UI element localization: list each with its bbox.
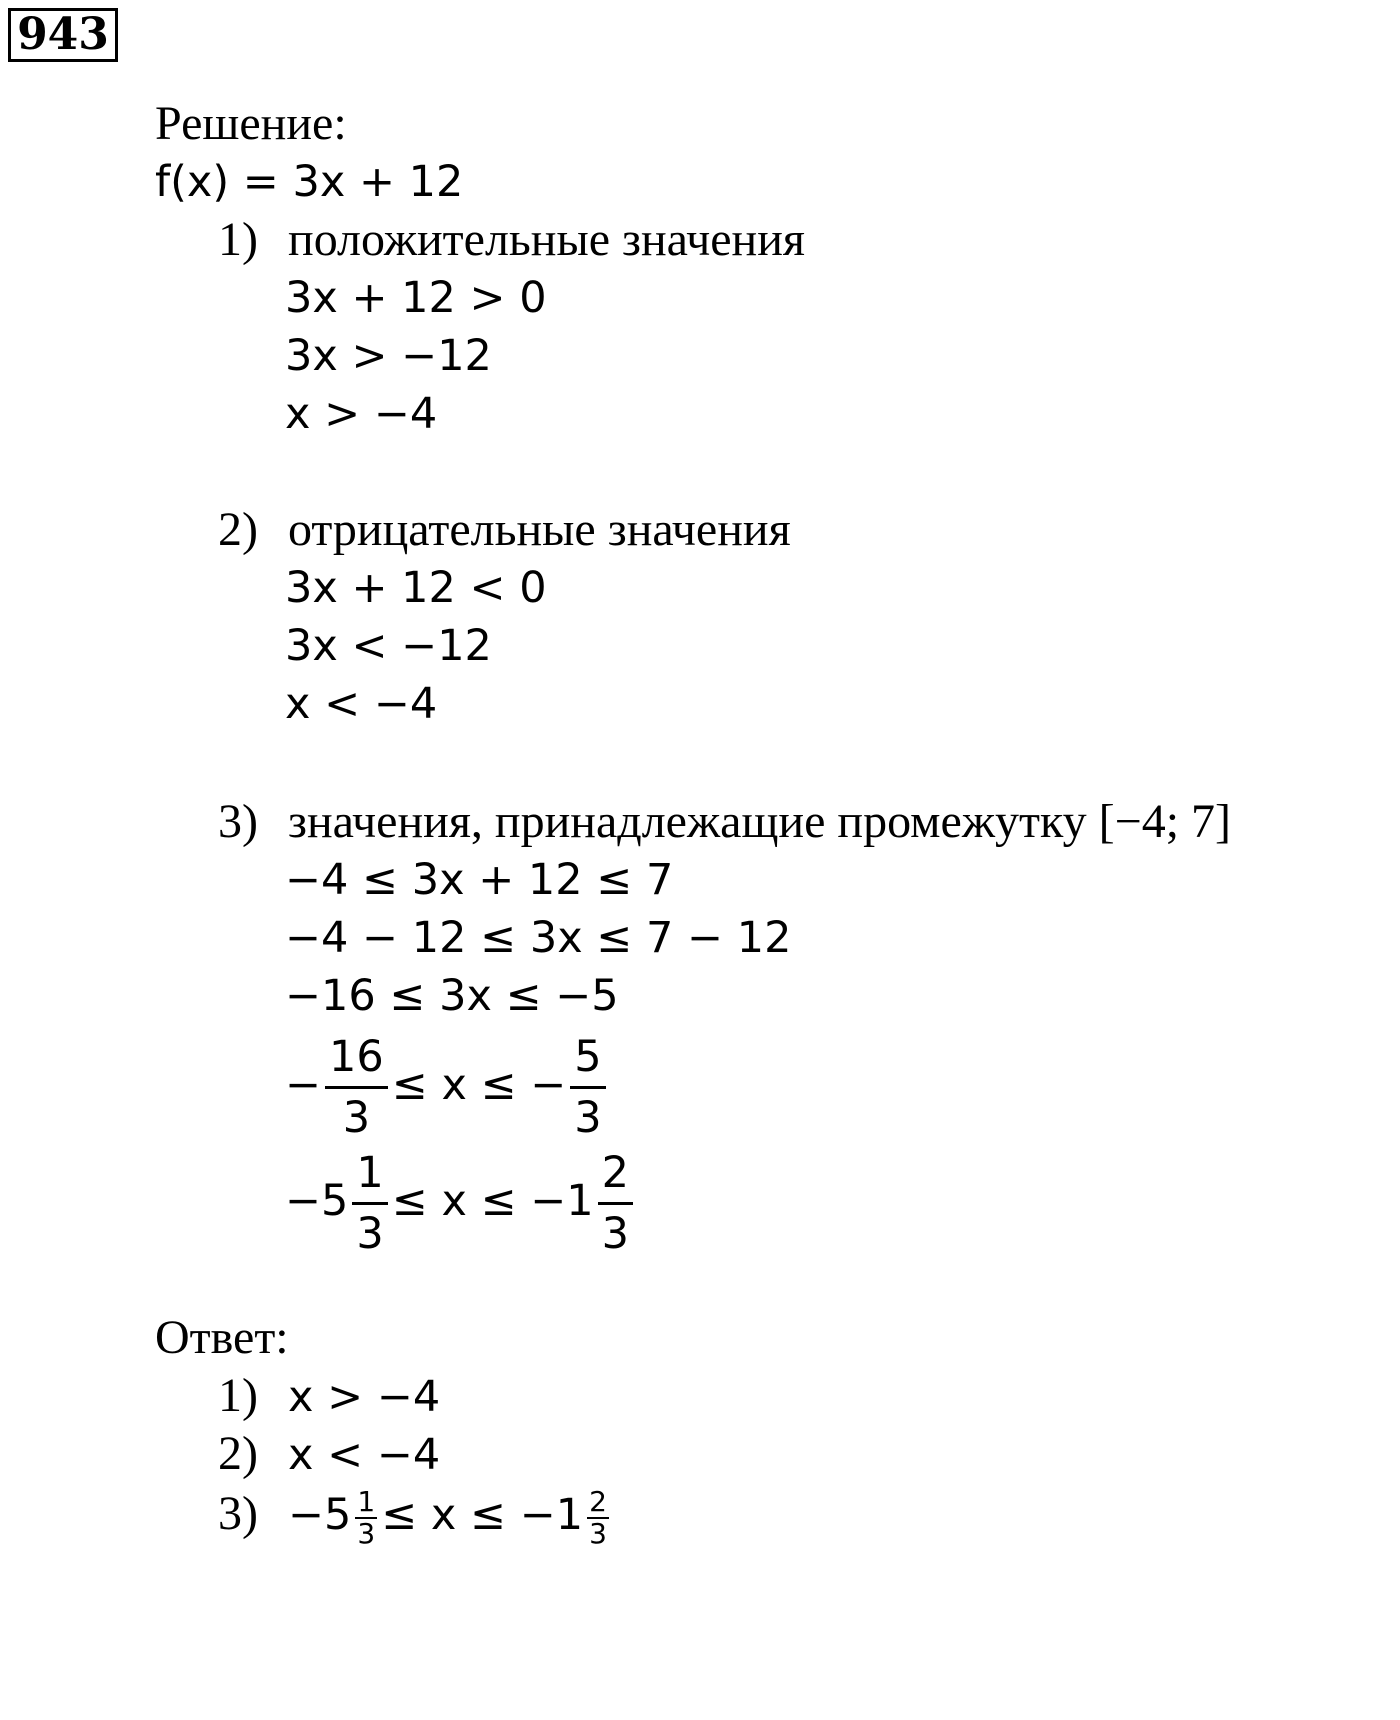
fraction-denominator: 3 [356,1209,384,1259]
fraction-denominator: 3 [601,1209,630,1259]
function-definition: f(x) = 3x + 12 [155,157,464,207]
part-3-header [218,794,1231,850]
part-1-number: 1) [218,213,258,266]
part-3-fraction-step [285,1028,610,1147]
fraction-numerator: 1 [352,1144,387,1205]
part-2-title: отрицательные значения [288,503,791,556]
fraction-denominator: 3 [574,1093,602,1143]
fraction-denominator: 3 [589,1516,607,1550]
answer-label: Ответ: [155,1311,289,1364]
part-1-title: положительные значения [288,213,805,266]
fraction-1-3-small [355,1484,377,1550]
part-2-number: 2) [218,503,258,556]
answer-1 [218,1368,440,1425]
part-3-mixed-step [285,1144,637,1263]
fraction-5-3 [570,1028,605,1147]
answer-3-number: 3) [218,1487,258,1540]
fraction-numerator: 1 [357,1484,376,1518]
part-3-title: значения, принадлежащие промежутку [−4; 7] [288,795,1232,848]
part-1-step-3: x > −4 [285,389,438,439]
answer-3-left-whole: −5 [288,1490,352,1540]
fraction-step-left-sign: − [285,1060,322,1110]
fraction-numerator: 2 [598,1144,633,1205]
answer-2-number: 2) [218,1427,258,1480]
part-2-step-2: 3x < −12 [285,621,492,671]
part-3-number: 3) [218,795,258,848]
part-1-step-2: 3x > −12 [285,331,492,381]
fraction-step-middle: ≤ x ≤ − [391,1060,567,1110]
answer-1-text: x > −4 [288,1372,441,1422]
fraction-16-3 [325,1028,388,1147]
solution-label: Решение: [155,97,347,150]
answer-3-middle: ≤ x ≤ −1 [381,1490,584,1540]
fraction-denominator: 3 [357,1516,376,1550]
part-3-step-3: −16 ≤ 3x ≤ −5 [285,971,619,1021]
answer-2 [218,1426,440,1483]
fraction-numerator: 2 [589,1484,607,1518]
part-2-header [218,502,791,558]
fraction-numerator: 5 [570,1028,605,1089]
answer-3 [218,1486,613,1549]
part-3-step-1: −4 ≤ 3x + 12 ≤ 7 [285,855,674,905]
fraction-1-3 [352,1144,387,1263]
fraction-2-3 [598,1144,633,1263]
part-2-step-3: x < −4 [285,679,438,729]
fraction-2-3-small [587,1484,609,1550]
answer-2-text: x < −4 [288,1430,441,1480]
mixed-step-left-whole: −5 [285,1176,349,1226]
part-3-step-2: −4 − 12 ≤ 3x ≤ 7 − 12 [285,913,792,963]
part-1-step-1: 3x + 12 > 0 [285,273,547,323]
part-2-step-1: 3x + 12 < 0 [285,563,547,613]
answer-3-text [288,1484,613,1550]
fraction-numerator: 16 [325,1028,388,1089]
mixed-step-middle: ≤ x ≤ −1 [391,1176,594,1226]
part-1-header [218,212,805,268]
fraction-denominator: 3 [342,1093,371,1143]
answer-1-number: 1) [218,1369,258,1422]
problem-number: 943 [8,8,118,62]
